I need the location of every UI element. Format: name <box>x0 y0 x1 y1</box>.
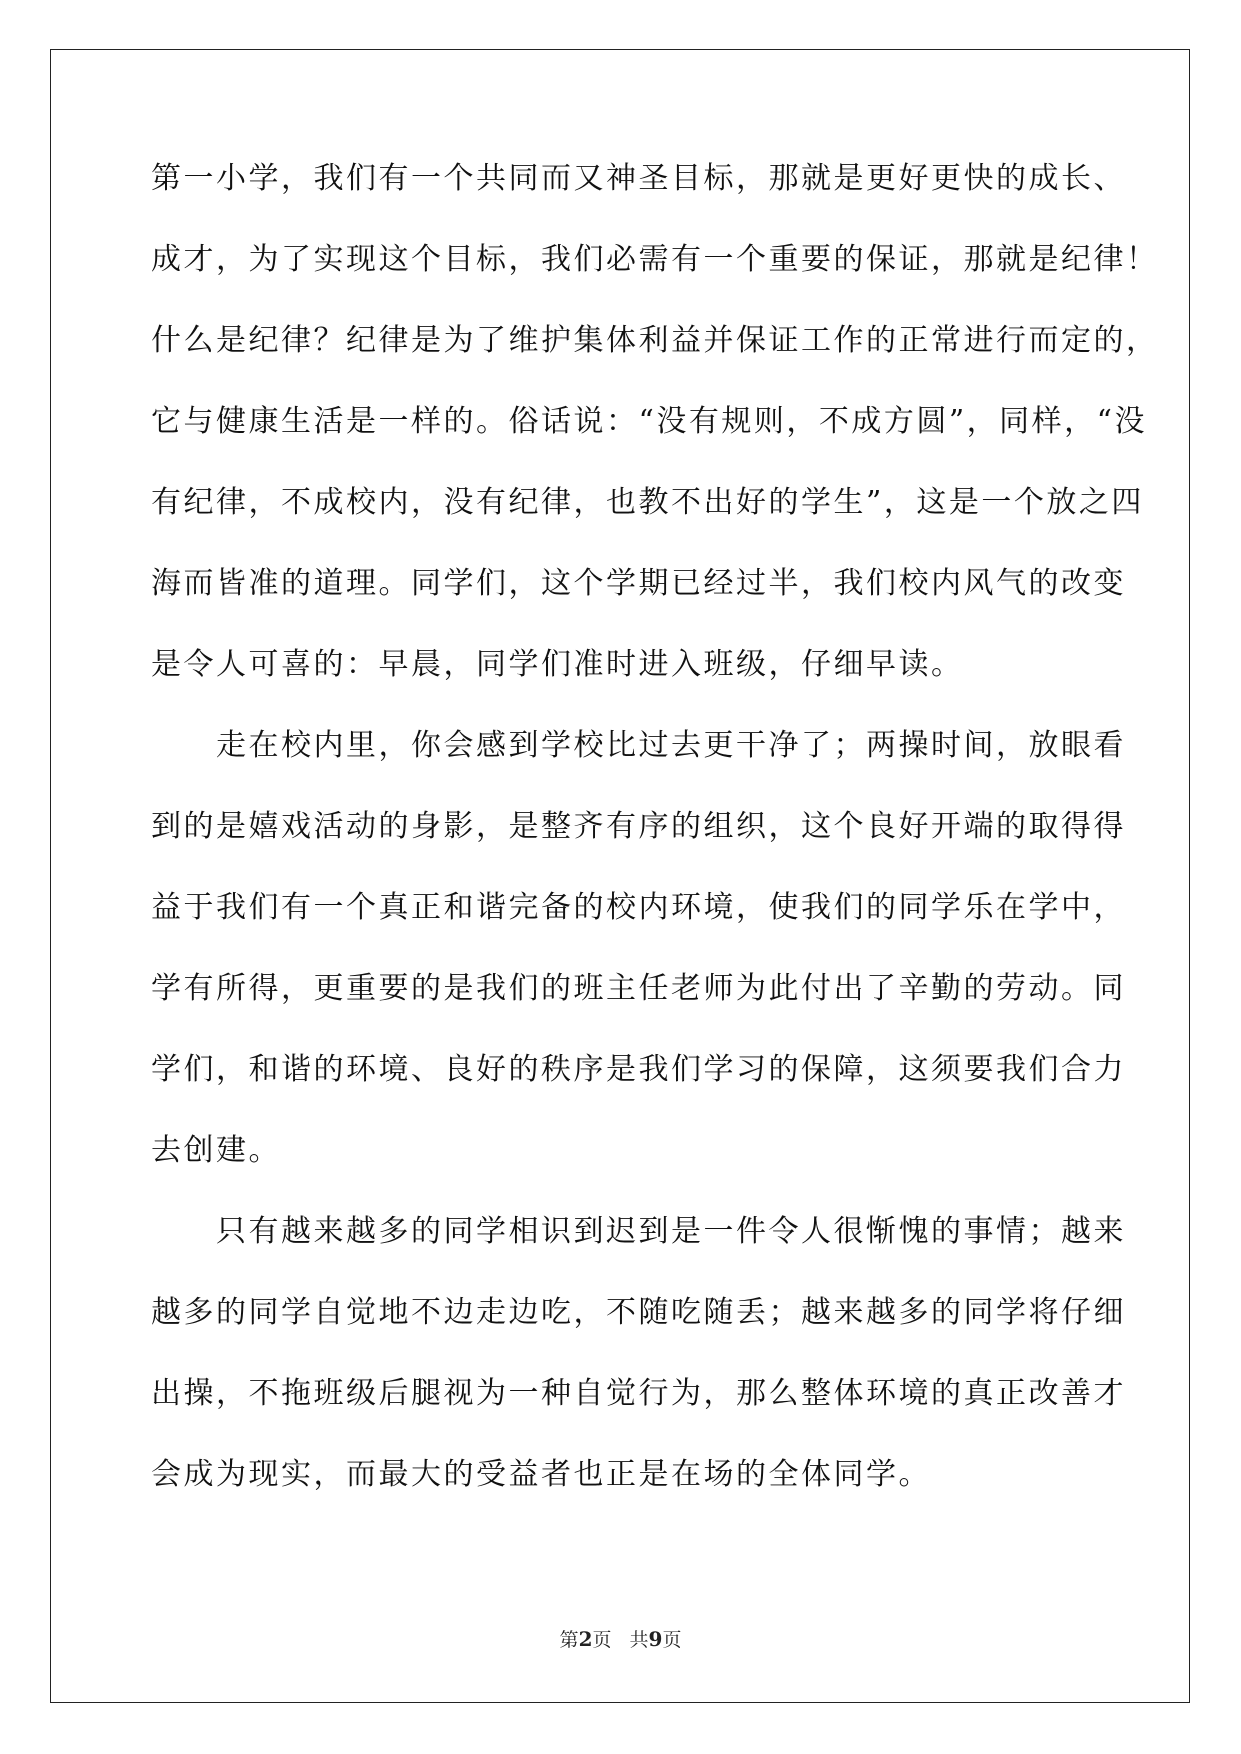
text-line: 它与健康生活是一样的。俗话说：“没有规则，不成方圆”，同样，“没 <box>151 404 1148 439</box>
page-suffix: 页 <box>592 1629 612 1651</box>
text-line: 只有越来越多的同学相识到迟到是一件令人很惭愧的事情；越来 <box>151 1214 1126 1249</box>
document-body <box>151 149 1159 1526</box>
text-line: 走在校内里，你会感到学校比过去更干净了；两操时间，放眼看 <box>151 728 1126 763</box>
text-line: 会成为现实，而最大的受益者也正是在场的全体同学。 <box>151 1457 931 1492</box>
text-line: 成才，为了实现这个目标，我们必需有一个重要的保证，那就是纪律！ <box>151 242 1159 277</box>
text-line: 海而皆准的道理。同学们，这个学期已经过半，我们校内风气的改变 <box>151 566 1126 601</box>
text-line: 到的是嬉戏活动的身影，是整齐有序的组织，这个良好开端的取得得 <box>151 809 1126 844</box>
text-line: 是令人可喜的：早晨，同学们准时进入班级，仔细早读。 <box>151 647 964 682</box>
text-line: 有纪律，不成校内，没有纪律，也教不出好的学生”，这是一个放之四 <box>151 485 1144 520</box>
total-suffix: 页 <box>662 1629 682 1651</box>
text-line: 第一小学，我们有一个共同而又神圣目标，那就是更好更快的成长、 <box>151 161 1126 196</box>
text-line: 学们，和谐的环境、良好的秩序是我们学习的保障，这须要我们合力 <box>151 1052 1126 1087</box>
text-line: 学有所得，更重要的是我们的班主任老师为此付出了辛勤的劳动。同 <box>151 971 1126 1006</box>
total-prefix: 共 <box>629 1629 649 1651</box>
text-line: 出操，不拖班级后腿视为一种自觉行为，那么整体环境的真正改善才 <box>151 1376 1126 1411</box>
text-line: 益于我们有一个真正和谐完备的校内环境，使我们的同学乐在学中， <box>151 890 1126 925</box>
text-line: 越多的同学自觉地不边走边吃，不随吃随丢；越来越多的同学将仔细 <box>151 1295 1126 1330</box>
text-line: 什么是纪律？纪律是为了维护集体利益并保证工作的正常进行而定的， <box>151 323 1159 358</box>
page-prefix: 第 <box>559 1629 579 1651</box>
total-pages: 9 <box>648 1627 663 1651</box>
page-footer <box>0 1625 1241 1652</box>
page-number: 2 <box>578 1627 593 1651</box>
text-line: 去创建。 <box>151 1133 281 1168</box>
